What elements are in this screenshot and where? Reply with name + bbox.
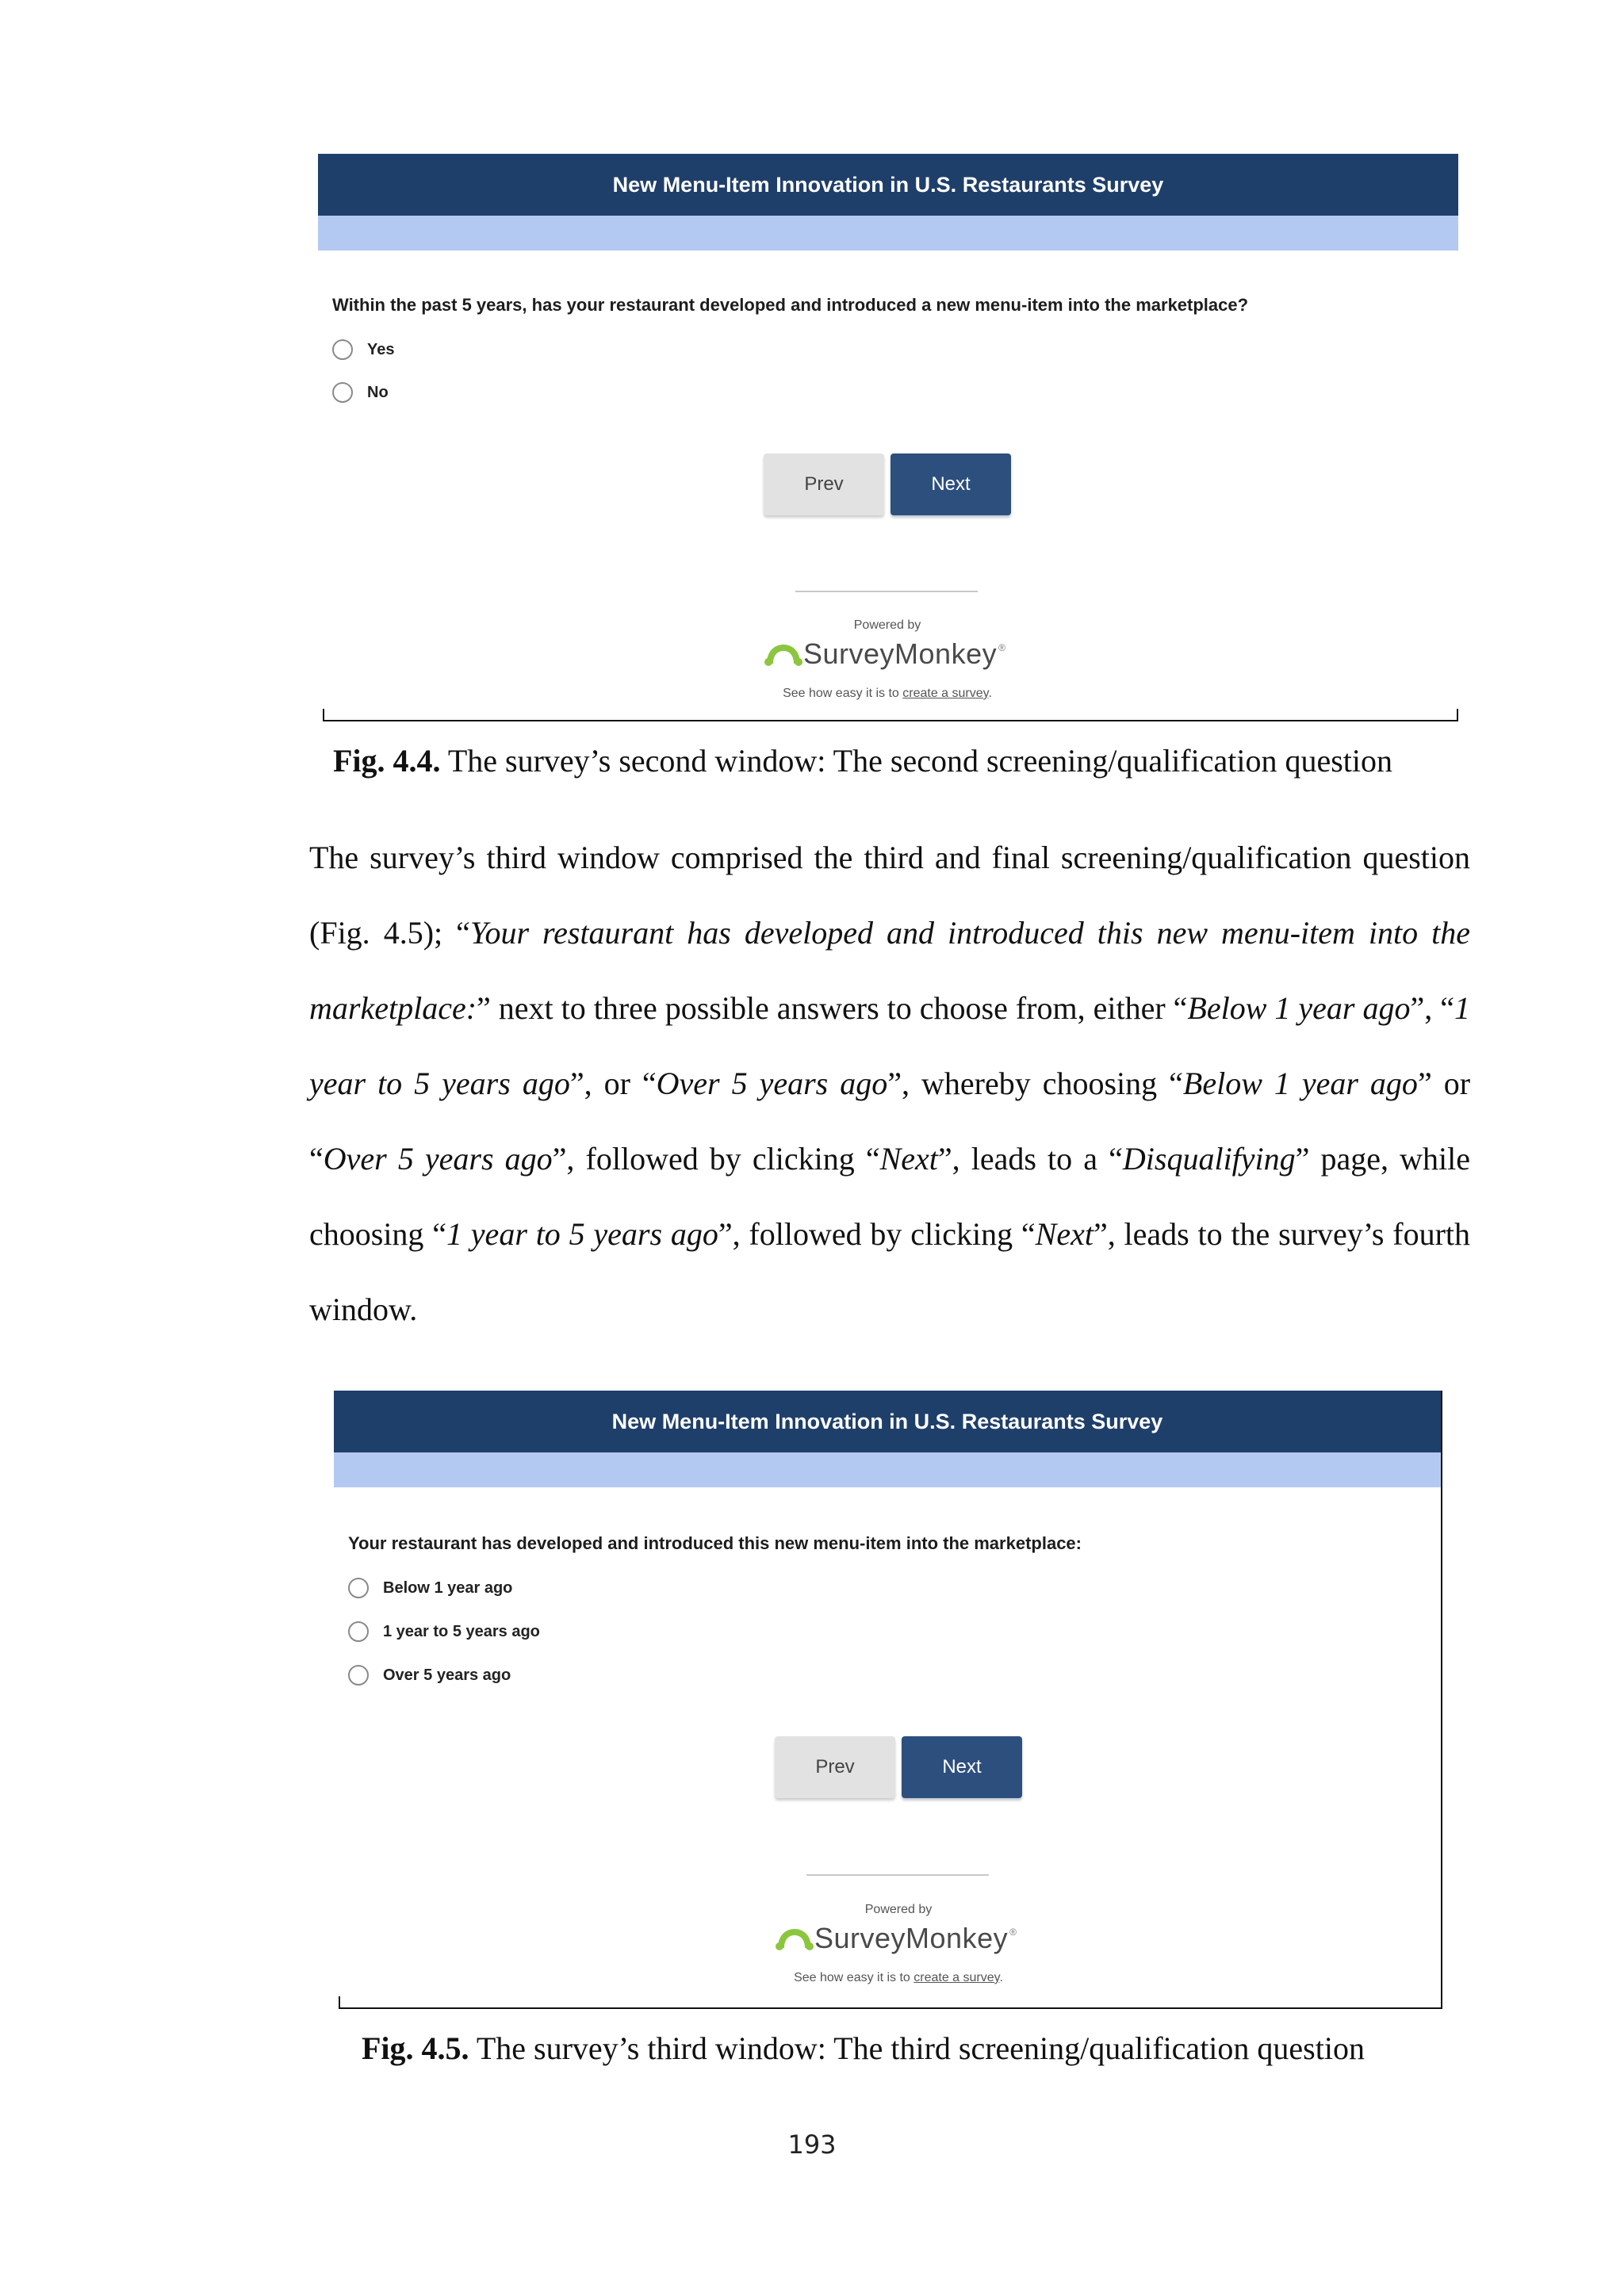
powered-by-text: Powered by [853,618,921,632]
figure-label: Fig. 4.4. [333,743,441,779]
option-label: 1 year to 5 years ago [383,1622,540,1640]
option-below-1-year[interactable] [348,1578,512,1598]
prev-button[interactable]: Prev [764,453,884,515]
italic-text-segment: 1 year to 5 years ago [309,990,1470,1101]
text-segment: ”, whereby choosing “ [887,1066,1183,1101]
text-segment: ”, or “ [569,1066,657,1101]
survey-title-bar: New Menu-Item Innovation in U.S. Restaurants Survey [318,154,1458,216]
radio-button[interactable] [348,1621,369,1642]
text-segment: ”, leads to the survey’s fourth window. [309,1216,1471,1327]
figure-caption-4-4 [333,742,1392,779]
italic-text-segment: Disqualifying [1122,1141,1296,1177]
option-label: Over 5 years ago [383,1666,511,1684]
text-segment: ” next to three possible answers to choose from, either “ [477,990,1188,1026]
radio-button[interactable] [332,339,353,360]
trademark-symbol: ® [998,642,1005,653]
question-text: Your restaurant has developed and introduced this new menu-item into the marketplace: [348,1533,1082,1553]
survey-window-third [334,1391,1442,2009]
option-no[interactable] [332,382,389,403]
text-segment: ” or “ [309,1066,1471,1177]
option-yes[interactable] [332,339,394,360]
option-label: Below 1 year ago [383,1578,513,1597]
powered-by-text: Powered by [864,1903,933,1916]
radio-button[interactable] [348,1665,369,1686]
figure-caption-text: The survey’s third window: The third screening/qualification question [469,2030,1365,2066]
italic-text-segment: Below 1 year ago [1182,1066,1418,1101]
survey-window-second [318,154,1458,721]
next-button[interactable]: Next [902,1736,1022,1798]
radio-button[interactable] [348,1578,369,1598]
option-label: Yes [367,340,395,358]
screenshot-border [323,709,1458,721]
question-text: Within the past 5 years, has your restaurant developed and introduced a new menu-item into the marketplace? [332,295,1249,315]
italic-text-segment: Over 5 years ago [323,1141,553,1177]
next-button[interactable]: Next [891,453,1011,515]
figure-label: Fig. 4.5. [362,2030,469,2066]
figure-caption-4-5 [362,2030,1365,2067]
text-segment: ”, followed by clicking “ [718,1216,1036,1252]
brand-name: SurveyMonkey [803,637,998,670]
italic-text-segment: Below 1 year ago [1187,990,1411,1026]
footer-divider [806,1874,989,1876]
text-segment: The survey’s third window comprised the third and final screening/qualification question (Fig. 4.5); “ [309,840,1470,951]
screenshot-border [339,1996,1442,2009]
option-over-5-years[interactable] [348,1665,511,1686]
survey-progress-band [334,1452,1441,1487]
page-number: 193 [787,2130,837,2160]
create-survey-prompt: See how easy it is to create a survey. [783,687,992,700]
create-survey-prompt: See how easy it is to create a survey. [794,1971,1003,1984]
footer-divider [795,591,978,592]
surveymonkey-logo-icon [764,640,803,668]
italic-text-segment: Next [1035,1216,1094,1252]
text-segment: ” page, while choosing “ [309,1141,1470,1252]
text-segment: ”, followed by clicking “ [552,1141,880,1177]
figure-caption-text: The survey’s second window: The second screening/qualification question [440,743,1393,779]
survey-progress-band [318,216,1458,251]
brand-name: SurveyMonkey [814,1922,1009,1954]
text-segment: ”, “ [1410,990,1454,1026]
italic-text-segment: 1 year to 5 years ago [446,1216,718,1252]
surveymonkey-logo-icon [775,1924,814,1953]
radio-button[interactable] [332,382,353,403]
surveymonkey-logo[interactable] [775,1922,1017,1955]
italic-text-segment: Your restaurant has developed and introduced this new menu-item into the marketplace: [309,915,1470,1026]
italic-text-segment: Next [879,1141,938,1177]
italic-text-segment: Over 5 years ago [656,1066,888,1101]
prev-button[interactable]: Prev [775,1736,895,1798]
create-survey-link[interactable]: create a survey [902,687,989,700]
trademark-symbol: ® [1009,1927,1017,1938]
option-label: No [367,383,389,401]
survey-title-bar: New Menu-Item Innovation in U.S. Restaurants Survey [334,1391,1441,1452]
body-paragraph [309,820,1470,1347]
text-segment: ”, leads to a “ [937,1141,1123,1177]
surveymonkey-logo[interactable] [764,637,1005,671]
create-survey-link[interactable]: create a survey [914,1971,1000,1984]
option-1-to-5-years[interactable] [348,1621,540,1642]
